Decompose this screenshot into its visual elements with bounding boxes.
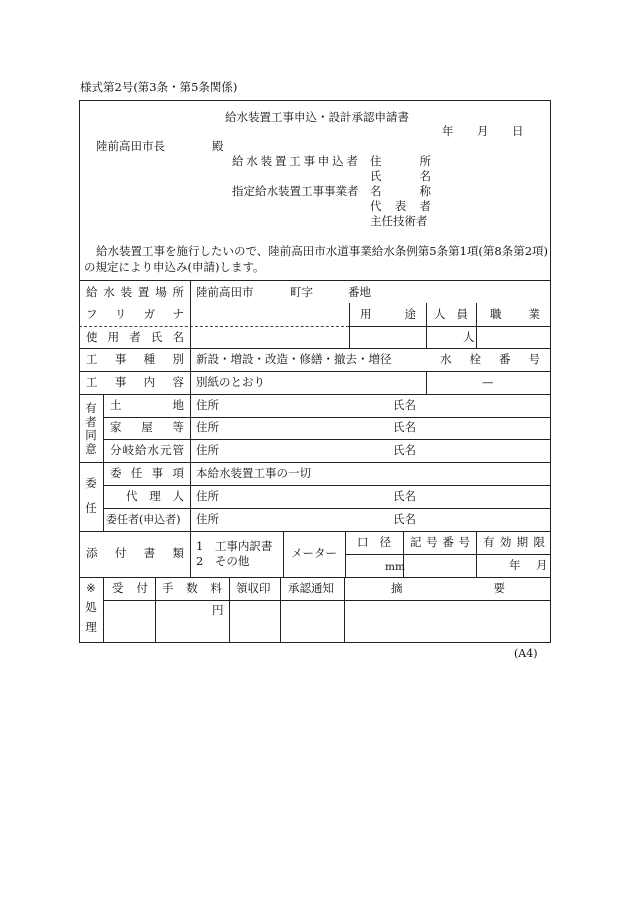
consent-house-address: 住所 — [196, 420, 219, 434]
work-type-label: 工 事 種 別 — [86, 352, 184, 366]
consent-branch-address: 住所 — [196, 443, 219, 457]
consent-branch-label: 分 岐 給 水 元 管 — [110, 443, 184, 457]
attachment-item-2: 2 その他 — [196, 554, 250, 568]
attachments-label: 添 付 書 類 — [86, 546, 184, 560]
processing-side-label: ※ 処 理 — [85, 581, 97, 634]
statement-line1: 給水装置工事を施行したいので、陸前高田市水道事業給水条例第5条第1項(第8条第2項) — [96, 244, 549, 258]
delegation-matters-value: 本給水装置工事の一切 — [196, 466, 311, 480]
contractor-title-label: 名 称 — [370, 184, 431, 198]
consent-side-label: 有 者 同 意 — [85, 401, 97, 456]
meter-validity-month: 月 — [536, 558, 548, 572]
paper-size: (A4) — [514, 647, 538, 660]
date-day: 日 — [512, 124, 524, 138]
delegation-side-label: 委 任 — [85, 476, 97, 515]
location-city: 陸前高田市 — [196, 285, 254, 299]
consent-land-address: 住所 — [196, 398, 219, 412]
hydrant-number-label: 水 栓 番 号 — [440, 352, 540, 366]
agent-label: 代 理 人 — [126, 489, 184, 503]
consent-land-label: 土 地 — [110, 398, 184, 412]
agent-name: 氏名 — [393, 489, 416, 503]
delegator-address: 住所 — [196, 512, 219, 526]
meter-caliber-unit: mm — [385, 561, 405, 573]
consent-land-name: 氏名 — [393, 398, 416, 412]
form-number: 様式第2号(第3条・第5条関係) — [80, 80, 238, 94]
work-type-options: 新設・増設・改造・修繕・撤去・増径 — [196, 352, 392, 366]
hydrant-number-dash: — — [482, 375, 494, 389]
furigana-label: フ リ ガ ナ — [86, 307, 184, 321]
addressee-honorific: 殿 — [212, 139, 224, 153]
meter-symbol-label: 記 号 番 号 — [410, 535, 470, 549]
statement-line2: の規定により申込み(申請)します。 — [84, 260, 265, 274]
work-content-label: 工 事 内 容 — [86, 375, 184, 389]
meter-validity-year: 年 — [509, 558, 521, 572]
agent-address: 住所 — [196, 489, 219, 503]
persons-label: 人 員 — [434, 307, 468, 321]
applicant-address-label: 住 所 — [370, 154, 431, 168]
meter-validity-label: 有 効 期 限 — [483, 535, 545, 549]
seal-label: 領収印 — [236, 581, 271, 595]
addressee-name: 陸前高田市長 — [96, 139, 165, 153]
fee-label: 手 数 料 — [162, 581, 222, 595]
delegator-label: 委任者(申込者) — [106, 513, 181, 526]
applicant-label: 給水装置工事申込者 — [232, 154, 361, 168]
occupation-label: 職 業 — [490, 307, 540, 321]
date-year: 年 — [442, 124, 454, 138]
contractor-representative-label: 代 表 者 — [370, 199, 431, 213]
location-lot: 番地 — [348, 285, 371, 299]
meter-caliber-label: 口 径 — [357, 535, 391, 549]
contractor-label: 指定給水装置工事事業者 — [232, 184, 359, 198]
delegator-name: 氏名 — [393, 512, 416, 526]
persons-unit: 人 — [463, 330, 475, 344]
fee-unit: 円 — [212, 603, 224, 617]
consent-branch-name: 氏名 — [393, 443, 416, 457]
delegation-matters-label: 委 任 事 項 — [110, 466, 184, 480]
attachment-item-1: 1 工事内訳書 — [196, 539, 273, 553]
usage-label: 用 途 — [360, 307, 416, 321]
date-month: 月 — [477, 124, 489, 138]
work-content-value: 別紙のとおり — [196, 375, 265, 389]
form-title: 給水装置工事申込・設計承認申請書 — [225, 110, 409, 124]
meter-label: メーター — [291, 546, 337, 560]
user-name-label: 使 用 者 氏 名 — [86, 330, 184, 344]
consent-house-name: 氏名 — [393, 420, 416, 434]
receipt-label: 受 付 — [112, 581, 148, 595]
applicant-name-label: 氏 名 — [370, 169, 431, 183]
approval-label: 承認通知 — [288, 581, 334, 595]
remarks-label: 摘 要 — [391, 581, 505, 595]
chief-engineer-label: 主任技術者 — [370, 214, 428, 228]
location-label: 給 水 装 置 場 所 — [86, 285, 184, 299]
consent-house-label: 家 屋 等 — [110, 420, 184, 434]
location-town: 町字 — [290, 285, 313, 299]
